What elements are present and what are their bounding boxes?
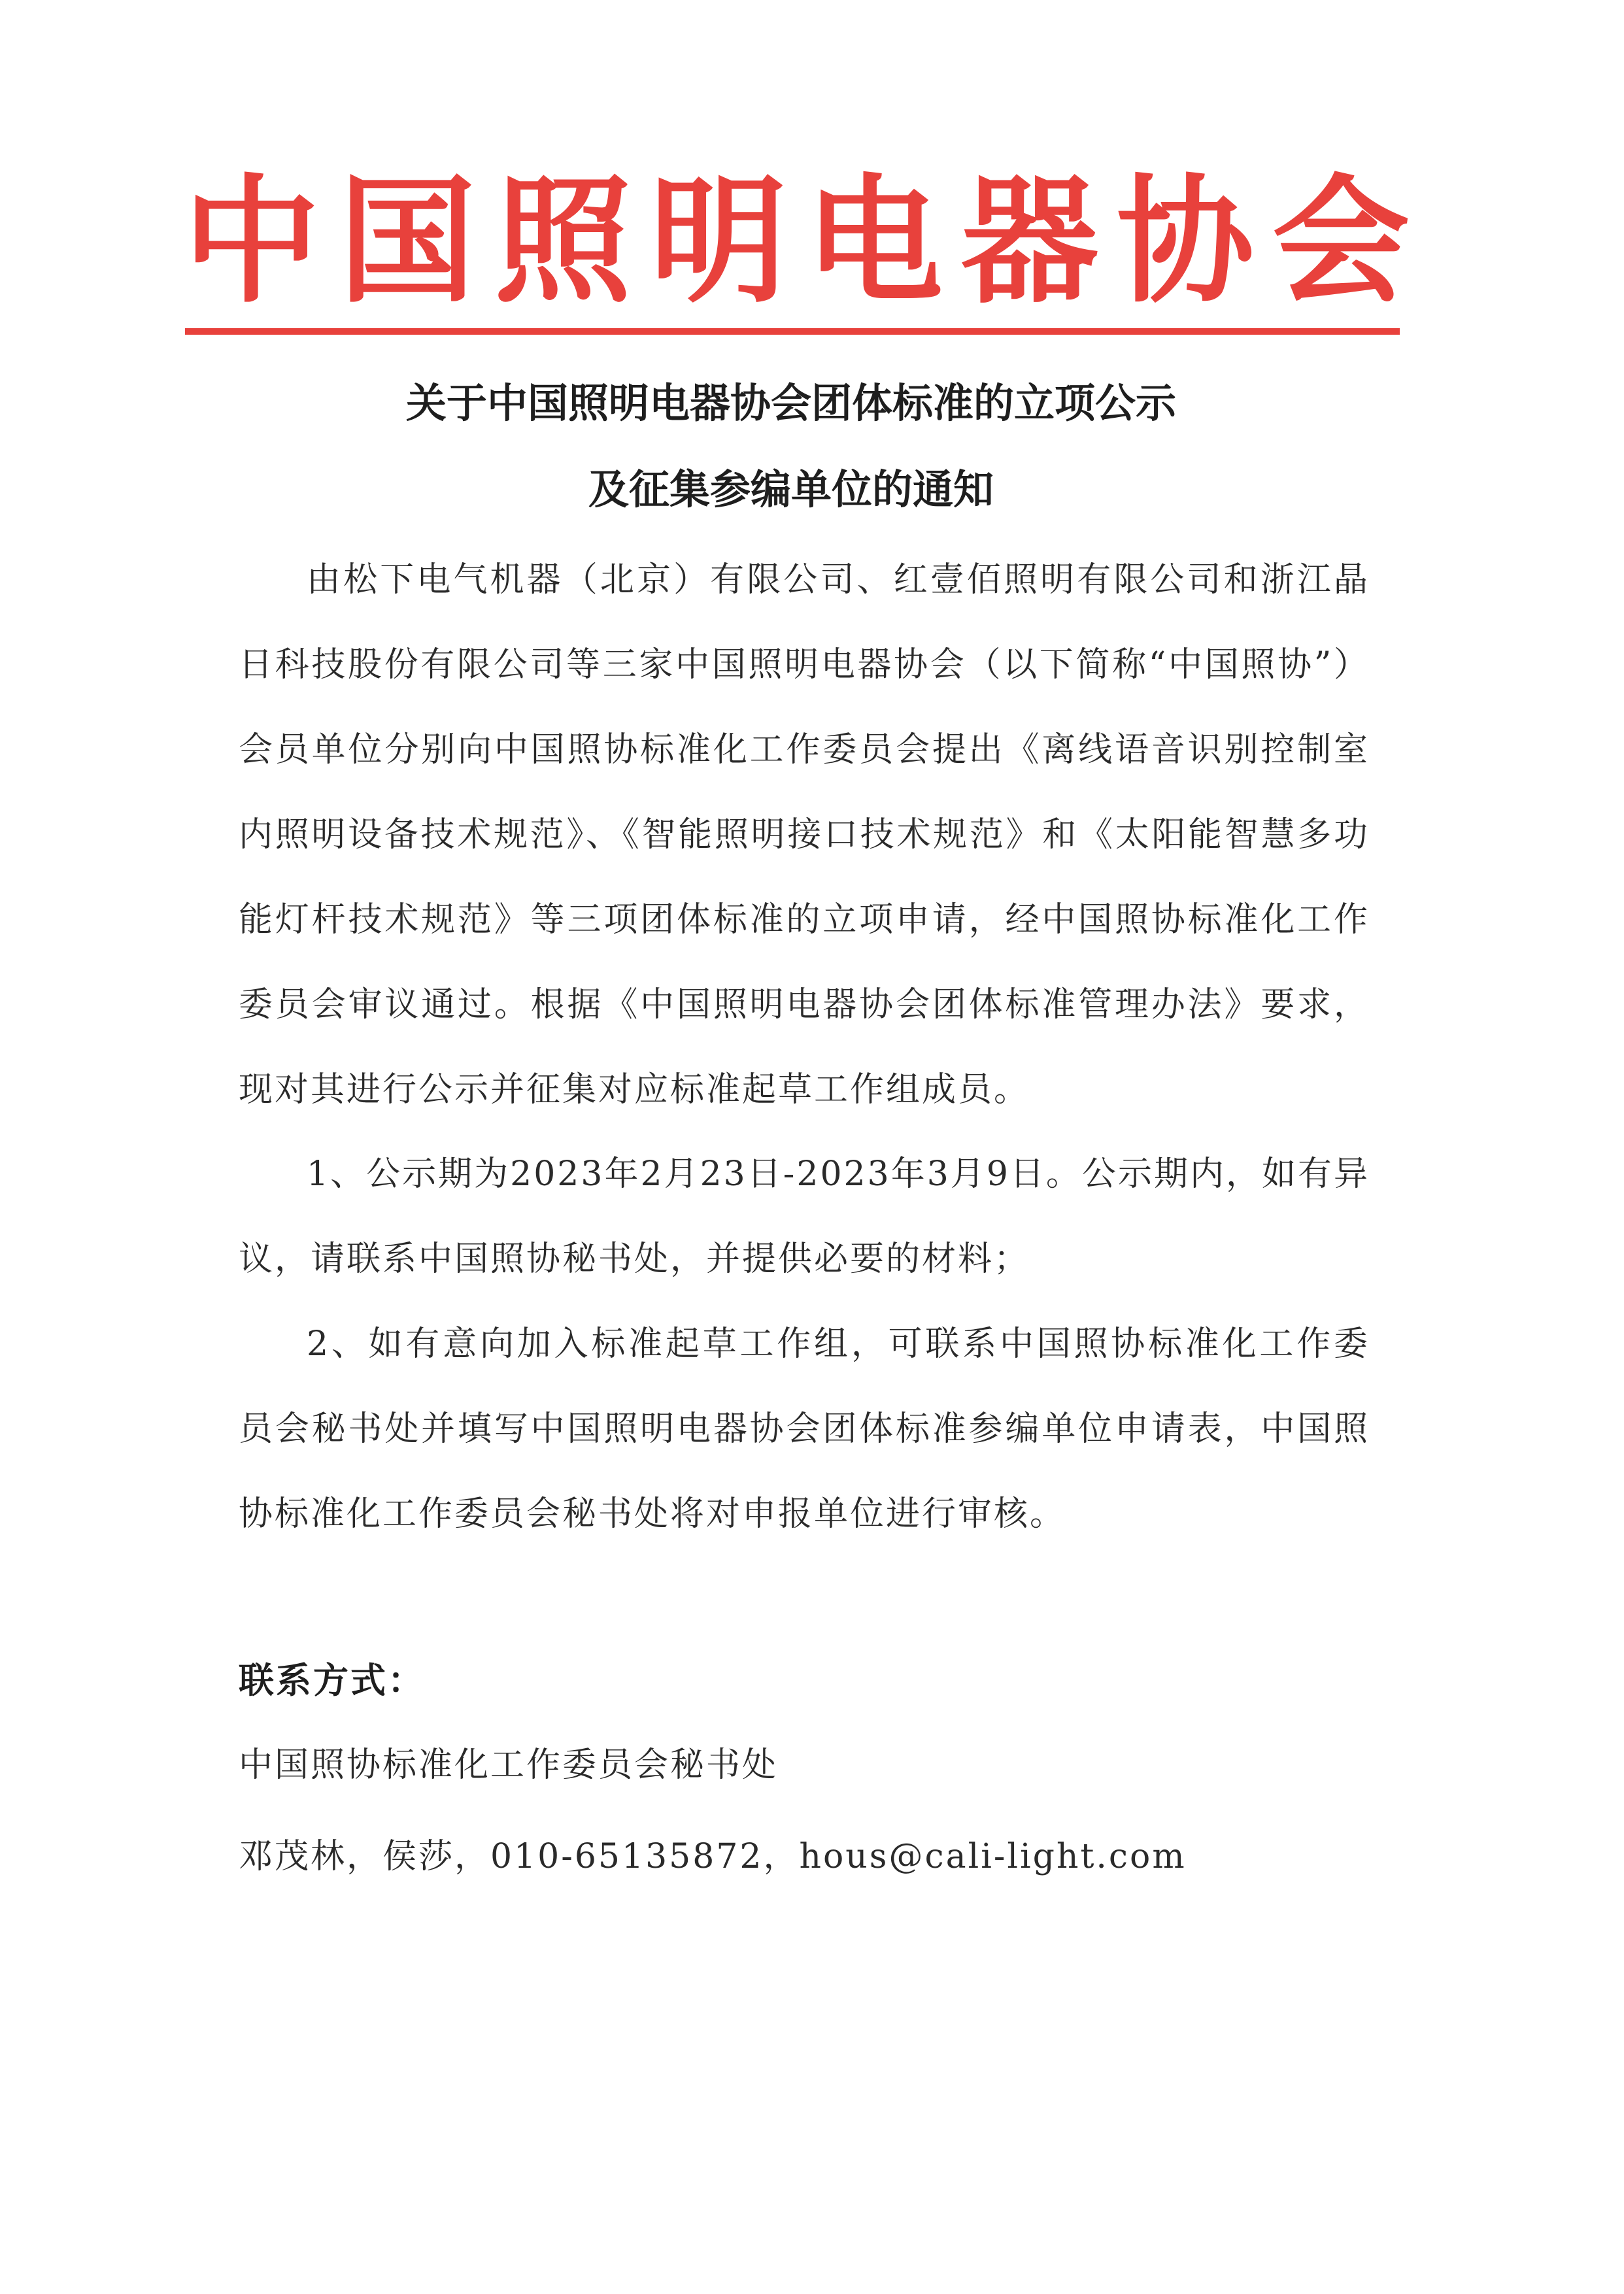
contact-persons: 邓茂林，侯莎，010-65135872，hous@cali-light.com (239, 1837, 1187, 1876)
body-item-1-text: 1、公示期为2023年2月23日-2023年3月9日。公示期内，如有异议，请联系中国照协秘书处，并提供必要的材料； (239, 1155, 1370, 1279)
body-item-2-text: 2、如有意向加入标准起草工作组，可联系中国照协标准化工作委员会秘书处并填写中国照明电器协会团体标准参编单位申请表，中国照协标准化工作委员会秘书处将对申报单位进行审核。 (239, 1324, 1370, 1534)
letterhead-org-name: 中国照明电器协会 (183, 161, 1429, 322)
contact-heading: 联系方式： (239, 1659, 425, 1701)
letterhead-red-rule (185, 328, 1400, 335)
notice-title-line-1: 关于中国照明电器协会团体标准的立项公示 (405, 379, 1176, 427)
body-item-1 (239, 1132, 1370, 1302)
body-paragraph-intro (239, 537, 1370, 1132)
body-item-2 (239, 1302, 1370, 1557)
notice-title-line-2: 及征集参编单位的通知 (588, 465, 994, 513)
body-paragraph-intro-text: 由松下电气机器（北京）有限公司、红壹佰照明有限公司和浙江晶日科技股份有限公司等三家中国照明电器协会（以下简称“中国照协”）会员单位分别向中国照协标准化工作委员会提出《离线语音识别控制室内照明设备技术规范》、《智能照明接口技术规范》和《太阳能智慧多功能灯杆技术规范》等三项团体标准的立项申请，经中国照协标准化工作委员会审议通过。根据《中国照明电器协会团体标准管理办法》要求，现对其进行公示并征集对应标准起草工作组成员。 (239, 560, 1370, 1109)
contact-office: 中国照协标准化工作委员会秘书处 (239, 1746, 779, 1785)
